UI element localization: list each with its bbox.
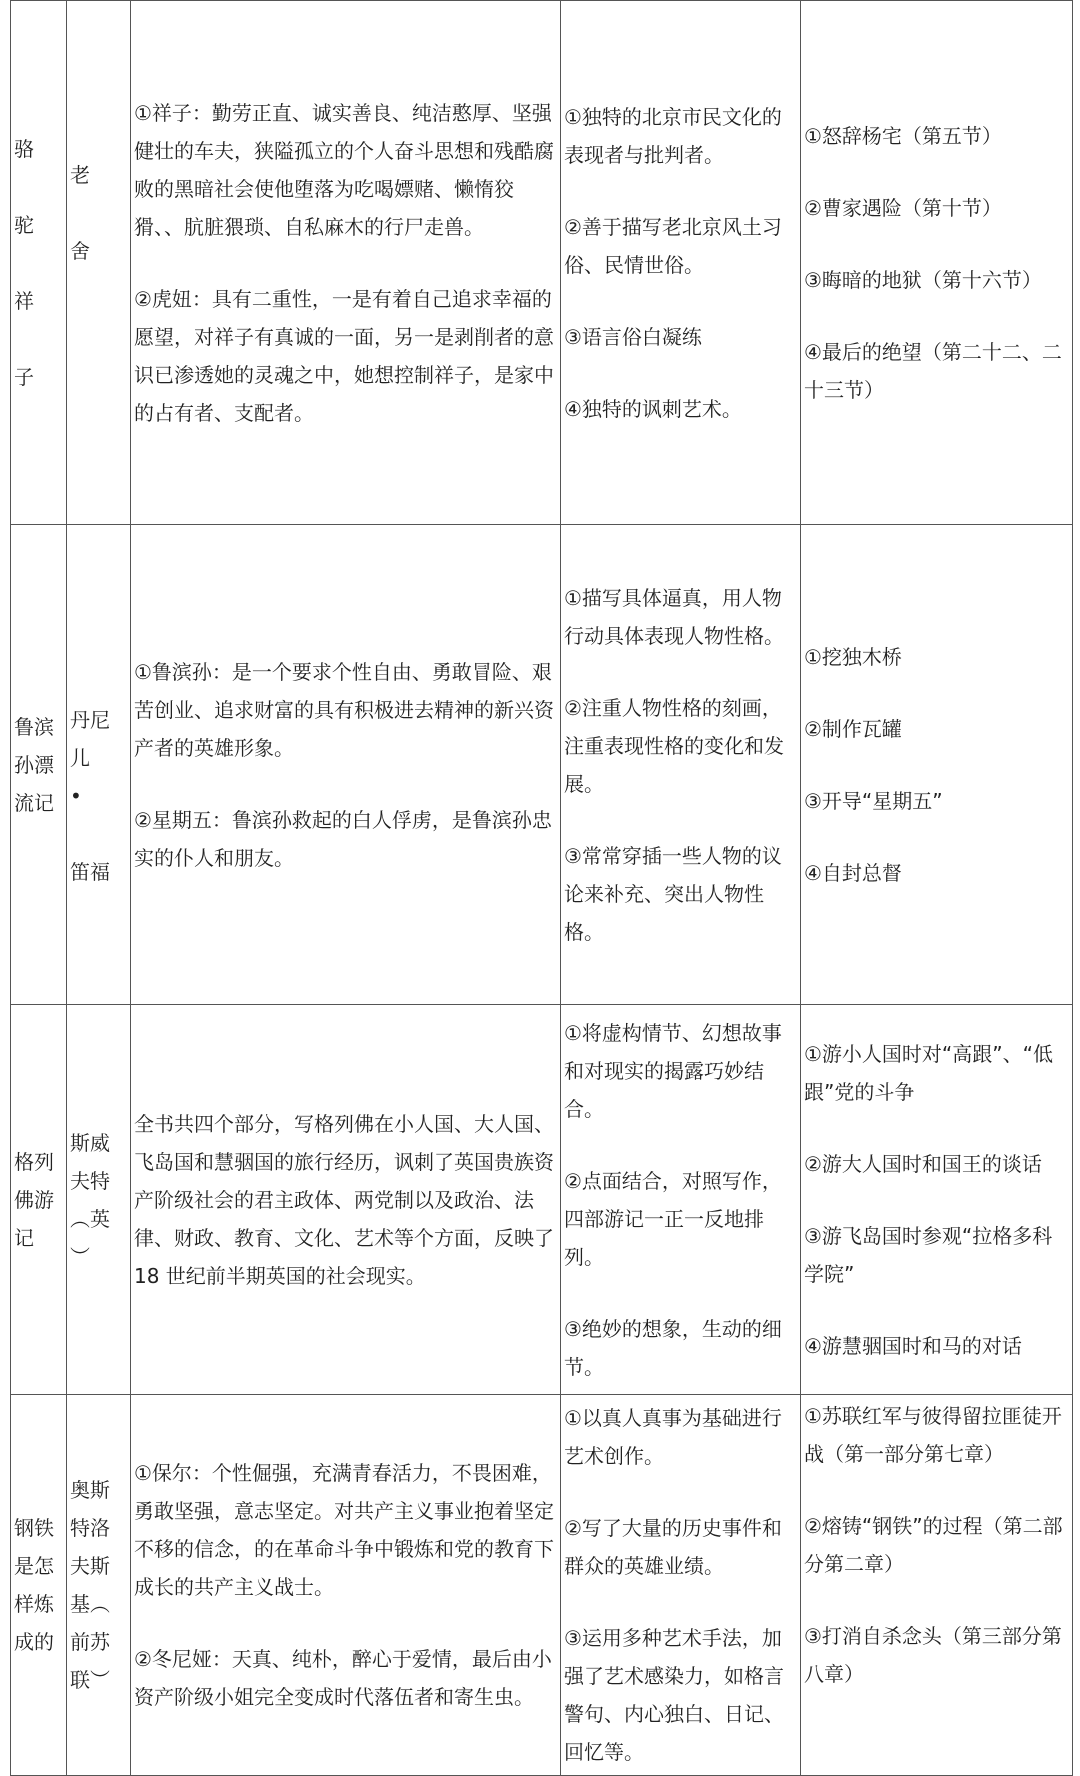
episode-text: ④最后的绝望（第二十二、二十三节）	[804, 339, 1062, 402]
table-row	[11, 1395, 1073, 1776]
author-line: 夫特	[70, 1168, 110, 1193]
character-text: ②冬尼娅：天真、纯朴，醉心于爱情，最后由小资产阶级小姐完全变成时代落伍者和寄生虫。	[134, 1647, 552, 1709]
title-line: 流记	[14, 790, 54, 815]
character-text: ①祥子：勤劳正直、诚实善良、纯洁憨厚、坚强健壮的车夫，狭隘孤立的个人奋斗思想和残酷腐败的黑暗社会使他堕落为吃喝嫖赌、懒惰狡猾、、肮脏猥琐、自私麻木的行尸走兽。	[134, 100, 554, 239]
title-line: 子	[14, 364, 34, 389]
character-text: ①保尔：个性倔强，充满青春活力，不畏困难，勇敢坚强，意志坚定。对共产主义事业抱着坚定不移的信念，的在革命斗争中锻炼和党的教育下成长的共产主义战士。	[134, 1461, 554, 1599]
author-line: 舍	[70, 239, 90, 263]
character-text: 全书共四个部分，写格列佛在小人国、大人国、飞岛国和慧骃国的旅行经历，讽刺了英国贵族资产阶级社会的君主政体、两党制以及政治、法律、财政、教育、文化、艺术等个方面，反映了 18 世纪前半期英国的社会现实。	[134, 1111, 554, 1288]
author-cell	[67, 1, 131, 525]
author-line: 特洛	[70, 1516, 110, 1540]
character-text: ②星期五：鲁滨孙救起的白人俘虏，是鲁滨孙忠实的仆人和朋友。	[134, 807, 552, 870]
episode-text: ④游慧骃国时和马的对话	[804, 1333, 1022, 1358]
book-title-cell	[11, 1395, 67, 1776]
feature-text: ①独特的北京市民文化的表现者与批判者。	[564, 104, 782, 167]
episode-text: ③打消自杀念头（第三部分第八章）	[804, 1624, 1062, 1686]
table-row	[11, 1005, 1073, 1395]
episode-text: ②游大人国时和国王的谈话	[804, 1151, 1042, 1176]
character-text: ①鲁滨孙：是一个要求个性自由、勇敢冒险、艰苦创业、追求财富的具有积极进去精神的新兴资产者的英雄形象。	[134, 659, 554, 760]
episode-text: ②曹家遇险（第十节）	[804, 195, 1002, 220]
book-title-cell	[11, 525, 67, 1005]
title-line: 骆	[14, 136, 34, 161]
episode-text: ②制作瓦罐	[804, 716, 902, 741]
characters-cell	[131, 1, 561, 525]
author-line: 儿	[70, 745, 90, 770]
author-line: •	[70, 783, 82, 808]
author-line: 夫斯	[70, 1554, 110, 1578]
feature-text: ③绝妙的想象，生动的细节。	[564, 1316, 782, 1379]
author-line: 老	[70, 163, 90, 187]
feature-text: ③语言俗白凝练	[564, 324, 702, 349]
episode-text: ①游小人国时对“高跟”、“低跟”党的斗争	[804, 1041, 1054, 1104]
feature-text: ①描写具体逼真，用人物行动具体表现人物性格。	[564, 585, 784, 648]
episodes-cell	[801, 1, 1073, 525]
title-line: 佛游	[14, 1187, 54, 1212]
episode-text: ①怒辞杨宅（第五节）	[804, 123, 1002, 148]
feature-text: ③运用多种艺术手法，加强了艺术感染力，如格言警句、内心独白、日记、回忆等。	[564, 1626, 784, 1764]
author-cell	[67, 1005, 131, 1395]
author-cell	[67, 525, 131, 1005]
table-row	[11, 525, 1073, 1005]
feature-text: ②点面结合，对照写作，四部游记一正一反地排列。	[564, 1168, 782, 1269]
title-line: 记	[14, 1225, 34, 1250]
feature-text: ②注重人物性格的刻画，注重表现性格的变化和发展。	[564, 695, 784, 796]
episodes-cell	[801, 525, 1073, 1005]
author-line: 奥斯	[70, 1478, 110, 1502]
characters-cell	[131, 1395, 561, 1776]
episode-text: ③晦暗的地狱（第十六节）	[804, 267, 1042, 292]
feature-text: ①以真人真事为基础进行艺术创作。	[564, 1406, 782, 1468]
title-line: 是怎	[14, 1554, 54, 1578]
title-line: 钢铁	[14, 1516, 54, 1540]
episodes-cell	[801, 1005, 1073, 1395]
feature-text: ④独特的讽刺艺术。	[564, 396, 742, 421]
book-title-cell	[11, 1, 67, 525]
features-cell	[561, 1395, 801, 1776]
author-line: 联︶	[70, 1668, 110, 1692]
character-text: ②虎妞：具有二重性，一是有着自己追求幸福的愿望，对祥子有真诚的一面，另一是剥削者的意识已渗透她的灵魂之中，她想控制祥子，是家中的占有者、支配者。	[134, 286, 554, 425]
features-cell	[561, 525, 801, 1005]
title-line: 成的	[14, 1630, 54, 1654]
author-cell	[67, 1395, 131, 1776]
table-row	[11, 1, 1073, 525]
title-line: 鲁滨	[14, 714, 54, 739]
title-line: 祥	[14, 288, 34, 313]
episode-text: ④自封总督	[804, 860, 902, 885]
feature-text: ③常常穿插一些人物的议论来补充、突出人物性格。	[564, 843, 782, 944]
book-title-cell	[11, 1005, 67, 1395]
title-line: 驼	[14, 212, 34, 237]
title-line: 孙漂	[14, 752, 54, 777]
episode-text: ①挖独木桥	[804, 644, 902, 669]
author-line: 基︵	[70, 1592, 110, 1616]
title-line: 格列	[14, 1149, 54, 1174]
title-line: 样炼	[14, 1592, 54, 1616]
feature-text: ①将虚构情节、幻想故事和对现实的揭露巧妙结合。	[564, 1020, 782, 1121]
characters-cell	[131, 1005, 561, 1395]
episode-text: ③游飞岛国时参观“拉格多科学院”	[804, 1223, 1053, 1286]
author-line: 笛福	[70, 859, 110, 884]
episode-text: ③开导“星期五”	[804, 788, 943, 813]
episode-text: ①苏联红军与彼得留拉匪徒开战（第一部分第七章）	[804, 1404, 1062, 1466]
characters-cell	[131, 525, 561, 1005]
episodes-cell	[801, 1395, 1073, 1776]
author-line: ︶	[70, 1244, 90, 1269]
author-line: 丹尼	[70, 707, 110, 732]
feature-text: ②写了大量的历史事件和群众的英雄业绩。	[564, 1516, 782, 1578]
feature-text: ②善于描写老北京风土习俗、民情世俗。	[564, 214, 782, 277]
features-cell	[561, 1005, 801, 1395]
author-line: ︵英	[70, 1206, 110, 1231]
author-line: 前苏	[70, 1630, 110, 1654]
author-line: 斯威	[70, 1130, 110, 1155]
book-summary-table	[10, 0, 1073, 1776]
episode-text: ②熔铸“钢铁”的过程（第二部分第二章）	[804, 1514, 1063, 1576]
features-cell	[561, 1, 801, 525]
